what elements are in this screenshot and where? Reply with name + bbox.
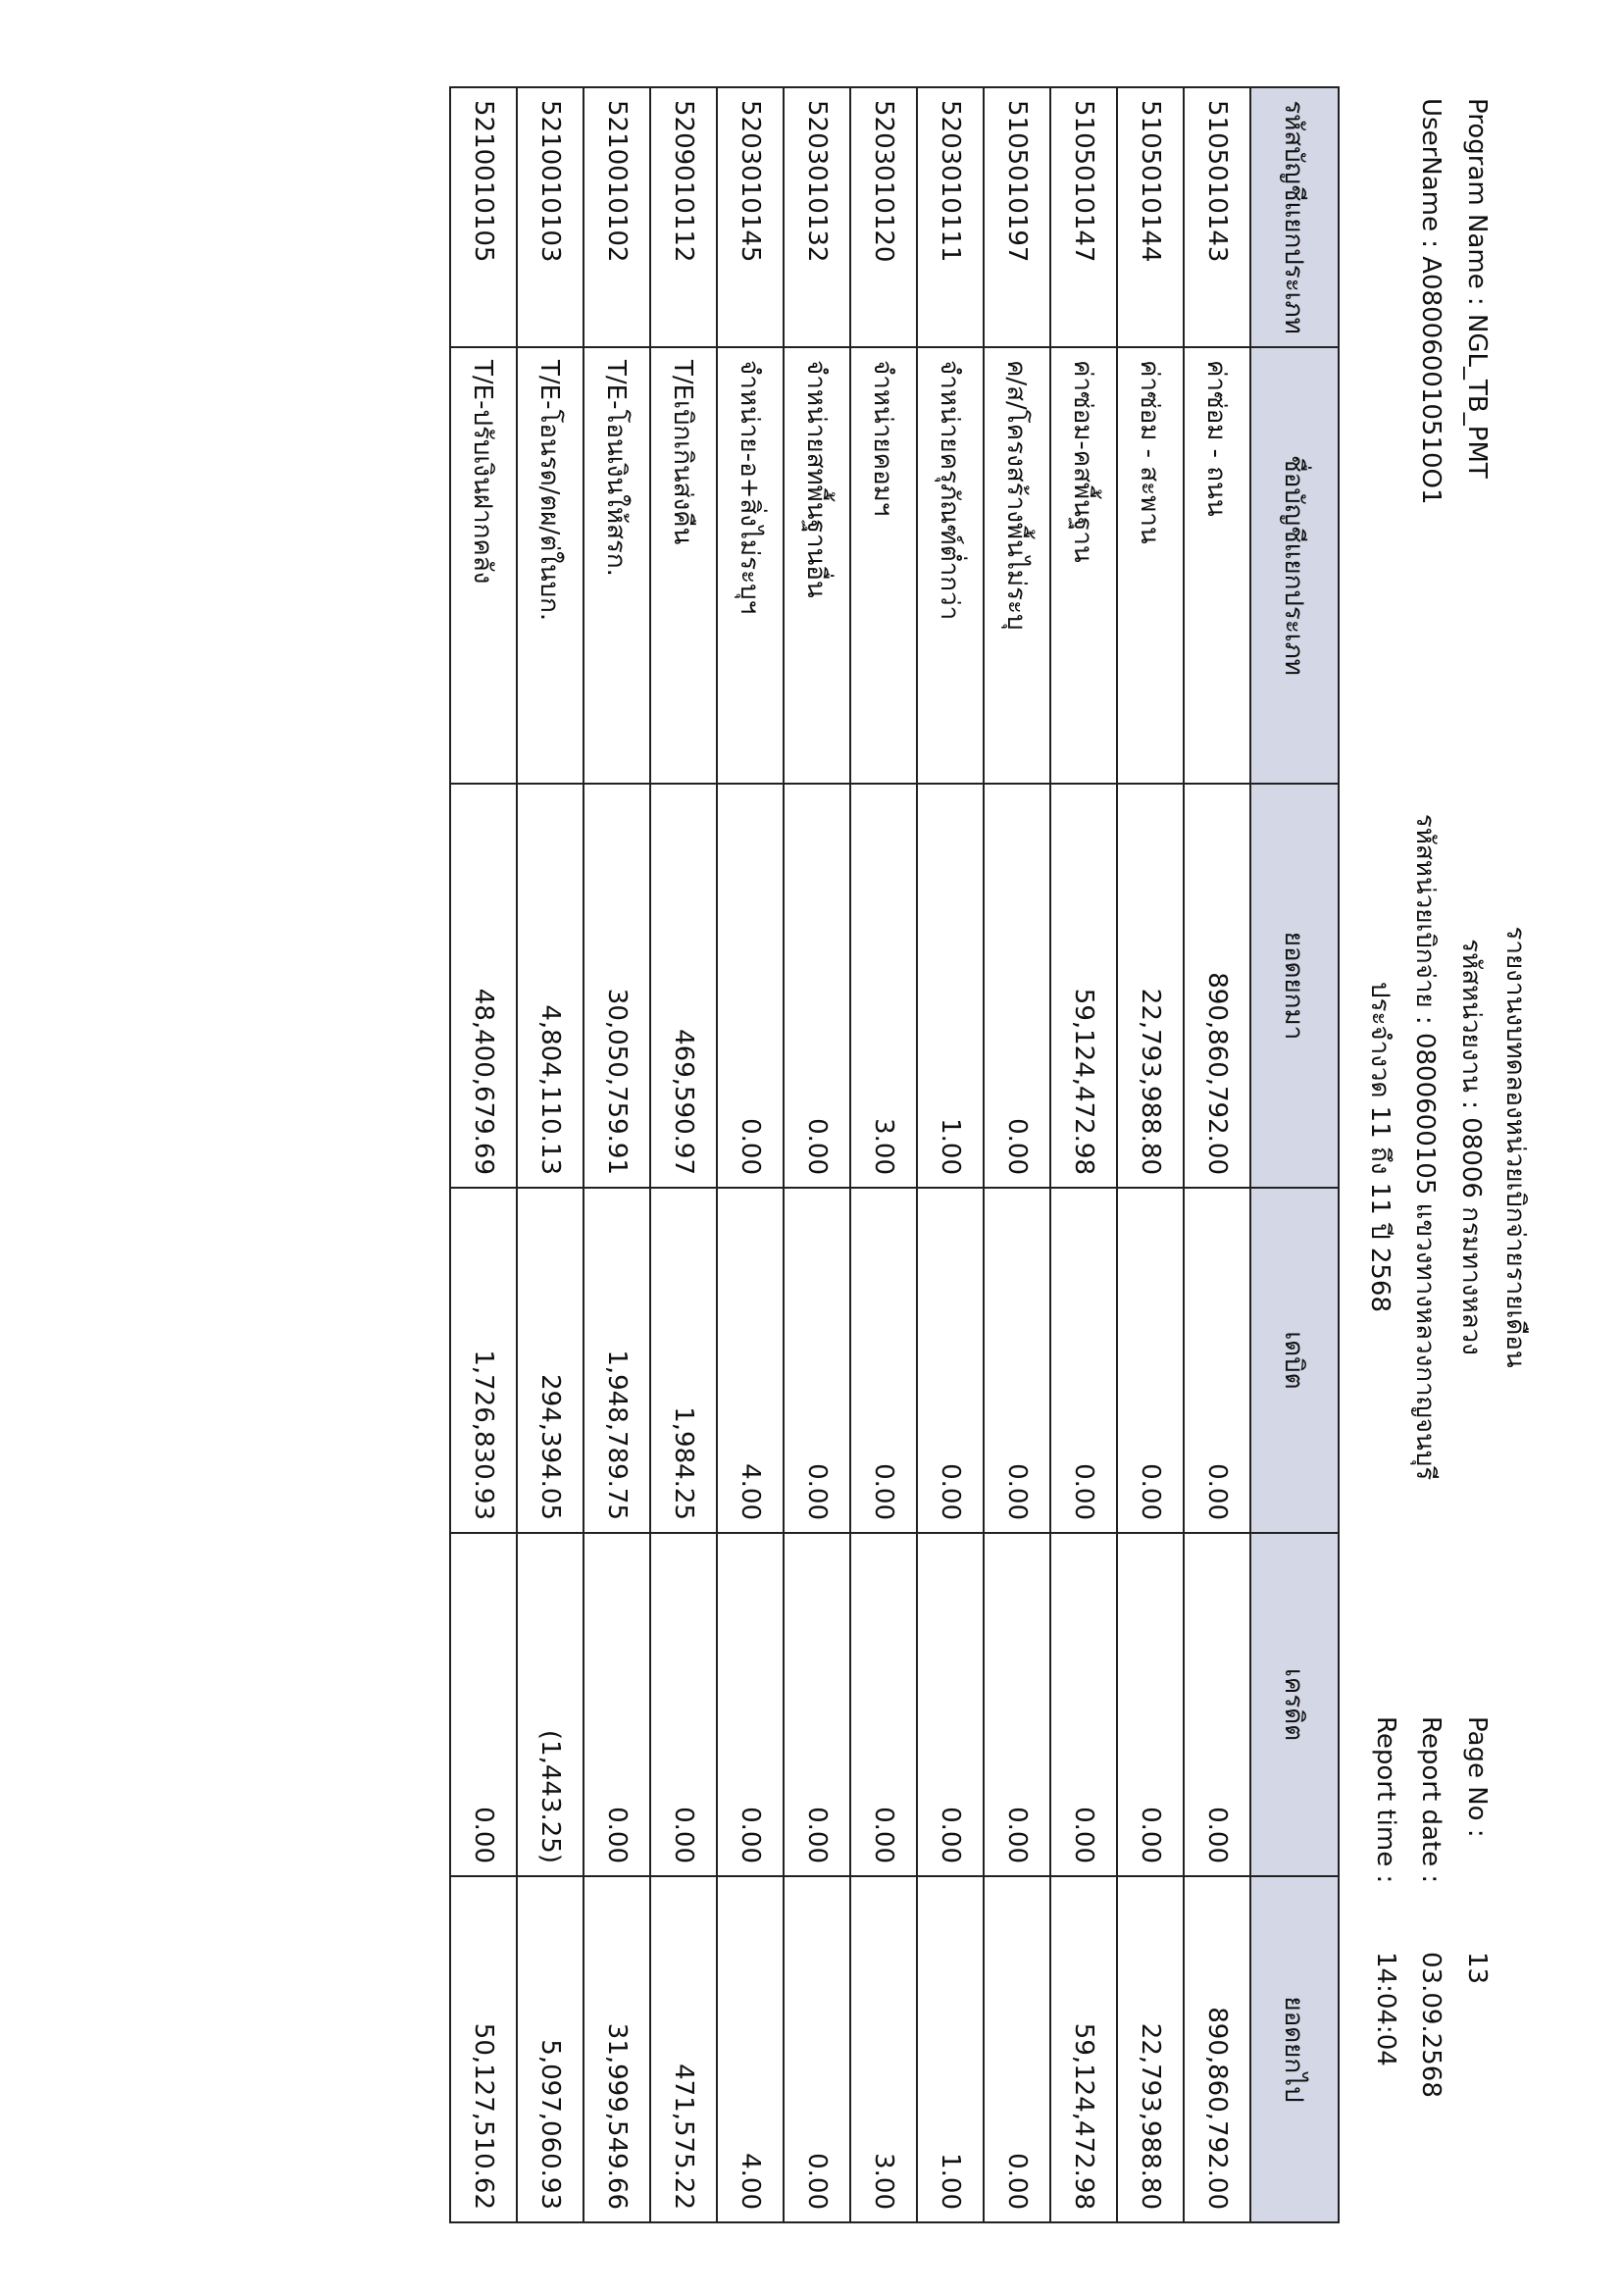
account-name: จำหน่ายครุภัณฑ์ต่ำกว่า (917, 347, 984, 784)
page-number (1462, 1716, 1492, 1984)
opening-balance: 30,050,759.91 (584, 784, 650, 1188)
report-date-label: Report date : (1416, 1716, 1446, 1884)
account-name: ค่าซ่อม - ถนน (1184, 347, 1250, 784)
closing-balance: 22,793,988.80 (1117, 1876, 1184, 2222)
closing-balance: 471,575.22 (650, 1876, 717, 2222)
table-row (450, 87, 517, 2222)
debit: 1,984.25 (650, 1188, 717, 1533)
closing-balance: 59,124,472.98 (1050, 1876, 1117, 2222)
debit: 0.00 (917, 1188, 984, 1533)
account-code: 5210010103 (517, 87, 584, 347)
table-row (1184, 87, 1250, 2222)
col-header-account-code: รหัสบัญชีแยกประเภท (1250, 87, 1339, 347)
col-header-opening-balance: ยอดยกมา (1250, 784, 1339, 1188)
username: UserName : A080060010510O1 (1416, 98, 1446, 505)
report-time-label: Report time : (1371, 1716, 1400, 1884)
disbursement-unit-line: รหัสหน่วยเบิกจ่าย : 0800600105 แขวงทางหลวงกาญจนบุรี (1410, 813, 1440, 1481)
opening-balance: 0.00 (984, 784, 1050, 1188)
account-code: 5210010102 (584, 87, 650, 347)
account-code: 5105010147 (1050, 87, 1117, 347)
credit: 0.00 (850, 1533, 917, 1876)
debit: 1,726,830.93 (450, 1188, 517, 1533)
page-no-label: Page No : (1462, 1716, 1492, 1838)
debit: 4.00 (717, 1188, 784, 1533)
period-line: ประจำงวด 11 ถึง 11 ปี 2568 (1365, 981, 1395, 1313)
account-name: จำหน่ายคอมฯ (850, 347, 917, 784)
col-header-credit: เครดิต (1250, 1533, 1339, 1876)
table-row (650, 87, 717, 2222)
credit: 0.00 (450, 1533, 517, 1876)
debit: 0.00 (1184, 1188, 1250, 1533)
debit: 0.00 (784, 1188, 850, 1533)
opening-balance: 1.00 (917, 784, 984, 1188)
account-name: ค่าซ่อม - สะพาน (1117, 347, 1184, 784)
report-date (1416, 1716, 1446, 2098)
credit: 0.00 (784, 1533, 850, 1876)
debit: 0.00 (850, 1188, 917, 1533)
closing-balance: 50,127,510.62 (450, 1876, 517, 2222)
table-row (850, 87, 917, 2222)
account-code: 5203010120 (850, 87, 917, 347)
closing-balance: 31,999,549.66 (584, 1876, 650, 2222)
account-name: T/E-ปรับเงินฝากคลัง (450, 347, 517, 784)
debit: 0.00 (984, 1188, 1050, 1533)
closing-balance: 5,097,060.93 (517, 1876, 584, 2222)
report-time-value: 14:04:04 (1371, 1952, 1400, 2066)
credit: 0.00 (917, 1533, 984, 1876)
debit: 0.00 (1117, 1188, 1184, 1533)
program-name: Program Name : NGL_TB_PMT (1462, 98, 1492, 479)
table-row (717, 87, 784, 2222)
report-date-value: 03.09.2568 (1416, 1952, 1446, 2098)
table-row (517, 87, 584, 2222)
table-row (784, 87, 850, 2222)
account-name: T/E-โอนเงินให้สรก. (584, 347, 650, 784)
table-row (917, 87, 984, 2222)
col-header-debit: เดบิต (1250, 1188, 1339, 1533)
account-code: 5105010143 (1184, 87, 1250, 347)
agency-line: รหัสหน่วยงาน : 08006 กรมทางหลวง (1456, 939, 1486, 1355)
table-row (1117, 87, 1184, 2222)
credit: 0.00 (1184, 1533, 1250, 1876)
credit: 0.00 (1117, 1533, 1184, 1876)
report-title: รายงานงบทดลองหน่วยเบิกจ่ายรายเดือน (1500, 926, 1530, 1368)
closing-balance: 0.00 (984, 1876, 1050, 2222)
col-header-account-name: ชื่อบัญชีแยกประเภท (1250, 347, 1339, 784)
account-code: 5105010197 (984, 87, 1050, 347)
credit: 0.00 (650, 1533, 717, 1876)
opening-balance: 22,793,988.80 (1117, 784, 1184, 1188)
opening-balance: 3.00 (850, 784, 917, 1188)
account-code: 5203010111 (917, 87, 984, 347)
trial-balance-table (449, 86, 1340, 2223)
credit: 0.00 (984, 1533, 1050, 1876)
credit: (1,443.25) (517, 1533, 584, 1876)
debit: 1,948,789.75 (584, 1188, 650, 1533)
table-row (984, 87, 1050, 2222)
account-code: 5210010105 (450, 87, 517, 347)
col-header-closing-balance: ยอดยกไป (1250, 1876, 1339, 2222)
opening-balance: 890,860,792.00 (1184, 784, 1250, 1188)
credit: 0.00 (717, 1533, 784, 1876)
account-name: T/Eเบิกเกินส่งคืน (650, 347, 717, 784)
opening-balance: 0.00 (784, 784, 850, 1188)
debit: 0.00 (1050, 1188, 1117, 1533)
credit: 0.00 (1050, 1533, 1117, 1876)
account-name: ค/ส/โครงสร้างพื้นไม่ระบุ (984, 347, 1050, 784)
account-code: 5105010144 (1117, 87, 1184, 347)
account-name: T/E-โอนรด/ตผ/ต่ในบก. (517, 347, 584, 784)
table-header-row (1250, 87, 1339, 2222)
closing-balance: 4.00 (717, 1876, 784, 2222)
table-row (584, 87, 650, 2222)
opening-balance: 469,590.97 (650, 784, 717, 1188)
debit: 294,394.05 (517, 1188, 584, 1533)
account-name: จำหน่ายสทพื้นฐานอื่น (784, 347, 850, 784)
account-code: 5203010145 (717, 87, 784, 347)
opening-balance: 48,400,679.69 (450, 784, 517, 1188)
page-no-value: 13 (1462, 1952, 1492, 1985)
closing-balance: 890,860,792.00 (1184, 1876, 1250, 2222)
table-row (1050, 87, 1117, 2222)
closing-balance: 3.00 (850, 1876, 917, 2222)
credit: 0.00 (584, 1533, 650, 1876)
account-code: 5209010112 (650, 87, 717, 347)
opening-balance: 0.00 (717, 784, 784, 1188)
opening-balance: 4,804,110.13 (517, 784, 584, 1188)
opening-balance: 59,124,472.98 (1050, 784, 1117, 1188)
account-name: จำหน่าย-อ+สิ่งไม่ระบุฯ (717, 347, 784, 784)
account-name: ค่าซ่อม-คสพื้นฐาน (1050, 347, 1117, 784)
closing-balance: 1.00 (917, 1876, 984, 2222)
closing-balance: 0.00 (784, 1876, 850, 2222)
account-code: 5203010132 (784, 87, 850, 347)
report-time (1371, 1716, 1400, 2066)
